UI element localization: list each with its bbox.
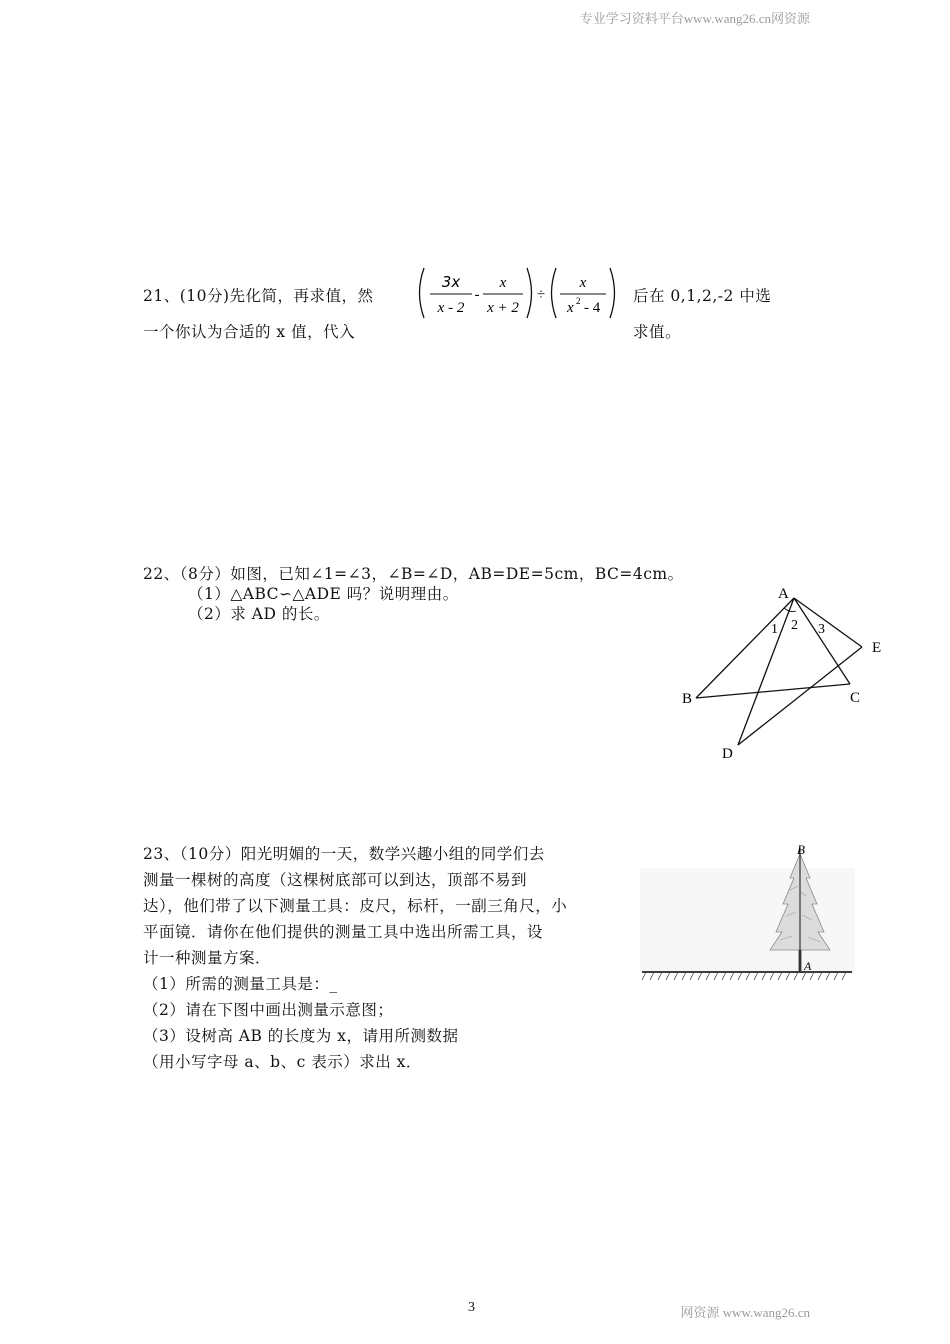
f1-denominator: x - 2 — [437, 300, 465, 316]
label-A: A — [778, 586, 789, 602]
label-angle-3: 3 — [818, 622, 825, 637]
q21-line1-left: 21、(10分)先化简，再求值，然 — [143, 287, 374, 305]
segment-BC — [696, 684, 850, 698]
f3-denominator-rest: - 4 — [584, 300, 601, 316]
label-C: C — [850, 690, 861, 706]
page-header: 专业学习资料平台www.wang26.cn网资源 — [579, 11, 810, 26]
q21-line2-right: 求值。 — [633, 323, 682, 341]
segment-AE — [794, 598, 862, 647]
segment-AC — [794, 598, 850, 684]
q23-line-9: （用小写字母 a、b、c 表示）求出 x． — [143, 1053, 422, 1071]
page-footer: 网资源 www.wang26.cn — [680, 1305, 810, 1320]
label-A: A — [804, 959, 812, 973]
divide-sign: ÷ — [536, 287, 546, 303]
q23-line-2: 测量一棵树的高度（这棵树底部可以到达，顶部不易到 — [143, 871, 528, 889]
label-E: E — [872, 640, 882, 656]
q22-line3: （2）求 AD 的长。 — [188, 605, 330, 623]
f2-numerator: x — [499, 275, 507, 291]
label-angle-1: 1 — [771, 622, 778, 637]
label-B: B — [797, 842, 805, 857]
f3-numerator: x — [579, 275, 587, 291]
q21-expression — [410, 262, 625, 324]
q22-line2: （1）△ABC∽△ADE 吗？说明理由。 — [188, 585, 459, 603]
q21-line1-right: 后在 0,1,2,-2 中选 — [633, 287, 772, 305]
q21-line2-left: 一个你认为合适的 x 值，代入 — [143, 323, 356, 341]
minus-sign: - — [474, 287, 480, 303]
q23-line-4: 平面镜．请你在他们提供的测量工具中选出所需工具，设 — [143, 923, 544, 941]
q23-line-3: 达），他们带了以下测量工具：皮尺，标杆，一副三角尺，小 — [143, 897, 568, 915]
f3-denominator-exponent: 2 — [576, 296, 581, 306]
page-number: 3 — [468, 1300, 475, 1315]
q23-line-8: （3）设树高 AB 的长度为 x，请用所测数据 — [143, 1027, 459, 1045]
f2-denominator: x + 2 — [487, 300, 519, 316]
q23-line-1: 23、（10分）阳光明媚的一天，数学兴趣小组的同学们去 — [143, 845, 545, 863]
f3-denominator-base: x — [567, 300, 574, 316]
q23-line-5: 计一种测量方案． — [143, 949, 272, 967]
q23-line-7: （2）请在下图中画出测量示意图； — [143, 1001, 394, 1019]
label-B: B — [682, 691, 693, 707]
segment-AB — [696, 598, 794, 698]
q23-tree-figure — [640, 838, 855, 988]
q22-line1: 22、（8分）如图，已知∠1=∠3，∠B=∠D，AB=DE=5cm，BC=4cm。 — [143, 565, 684, 583]
label-angle-2: 2 — [791, 618, 798, 633]
ground-hatching — [642, 972, 846, 980]
q23-line-6: （1）所需的测量工具是：_ — [143, 975, 338, 993]
f1-numerator: 3x — [441, 273, 461, 291]
label-D: D — [722, 746, 733, 762]
q22-triangle-figure — [670, 580, 900, 765]
